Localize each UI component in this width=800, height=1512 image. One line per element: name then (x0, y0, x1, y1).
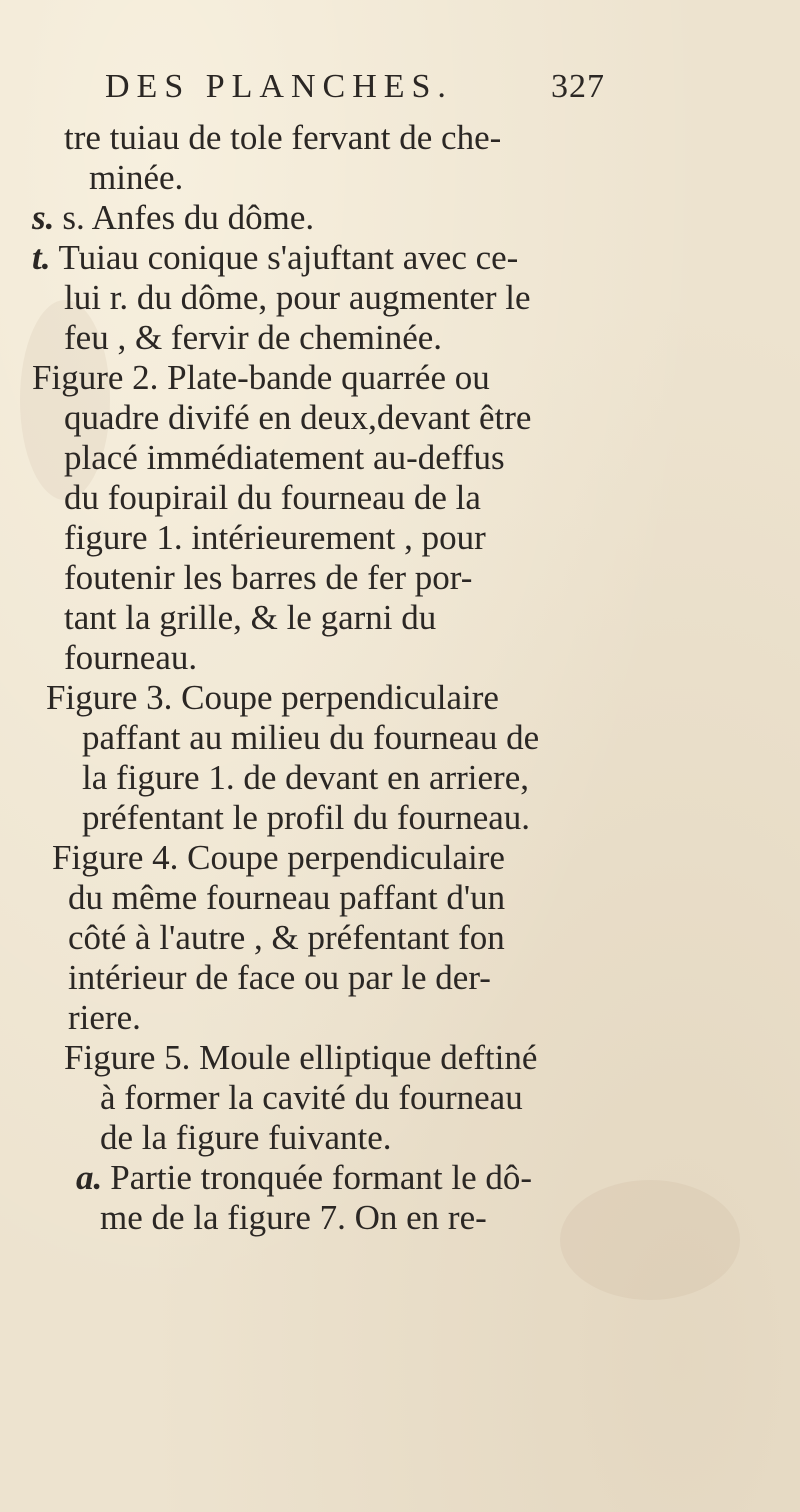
line-text: Figure 3. Coupe perpendiculaire (46, 678, 499, 717)
text-line (68, 998, 141, 1038)
page-number: 327 (551, 68, 605, 105)
line-text: à former la cavité du fourneau (100, 1078, 523, 1117)
item-marker: a. (76, 1158, 103, 1197)
line-text: la figure 1. de devant en arriere, (82, 758, 529, 797)
text-line (64, 438, 505, 478)
line-text: riere. (68, 998, 141, 1037)
line-text: lui r. du dôme, pour augmenter le (64, 278, 531, 317)
line-text: Figure 2. Plate-bande quarrée ou (32, 358, 490, 397)
line-text: placé immédiatement au-deffus (64, 438, 505, 477)
text-line (68, 958, 491, 998)
text-line (64, 558, 472, 598)
text-line (64, 598, 436, 638)
running-title: DES PLANCHES. (105, 68, 453, 105)
item-marker: s. (32, 198, 55, 237)
running-header (105, 68, 605, 118)
text-line (32, 238, 518, 278)
text-line (76, 1158, 532, 1198)
text-line (52, 838, 505, 878)
text-line (89, 158, 183, 198)
text-line (82, 758, 529, 798)
line-text: Figure 4. Coupe perpendiculaire (52, 838, 505, 877)
line-text: Tuiau conique s'ajuftant avec ce- (58, 238, 519, 277)
line-text: tant la grille, & le garni du (64, 598, 437, 637)
text-line (64, 1038, 537, 1078)
line-text: feu , & fervir de cheminée. (64, 318, 443, 357)
line-text: du même fourneau paffant d'un (68, 878, 506, 917)
text-line (64, 638, 197, 678)
text-line (64, 318, 442, 358)
line-text: quadre divifé en deux,devant être (64, 398, 532, 437)
line-text: me de la figure 7. On en re- (100, 1198, 487, 1237)
text-line (32, 198, 314, 238)
line-text: Partie tronquée formant le dô- (110, 1158, 533, 1197)
text-line (64, 118, 501, 158)
line-text: préfentant le profil du fourneau. (82, 798, 531, 837)
line-text: minée. (89, 158, 184, 197)
line-text: du foupirail du fourneau de la (64, 478, 481, 517)
line-text: tre tuiau de tole fervant de che- (64, 118, 502, 157)
text-line (100, 1198, 487, 1238)
line-text: côté à l'autre , & préfentant fon (68, 918, 505, 957)
text-line (82, 718, 539, 758)
text-line (68, 918, 505, 958)
text-line (46, 678, 499, 718)
text-line (64, 278, 531, 318)
line-text: paffant au milieu du fourneau de (82, 718, 540, 757)
item-marker: t. (32, 238, 51, 277)
text-line (100, 1118, 392, 1158)
line-text: fourneau. (64, 638, 198, 677)
line-text: de la figure fuivante. (100, 1118, 392, 1157)
text-line (32, 358, 490, 398)
text-line (100, 1078, 523, 1118)
line-text: s. Anfes du dôme. (62, 198, 315, 237)
text-line (64, 518, 486, 558)
line-text: Figure 5. Moule elliptique deftiné (64, 1038, 538, 1077)
line-text: intérieur de face ou par le der- (68, 958, 491, 997)
text-line (68, 878, 505, 918)
line-text: figure 1. intérieurement , pour (64, 518, 486, 557)
text-line (82, 798, 530, 838)
line-text: foutenir les barres de fer por- (64, 558, 473, 597)
text-line (64, 478, 481, 518)
text-line (64, 398, 531, 438)
paper-stain (560, 1180, 740, 1300)
